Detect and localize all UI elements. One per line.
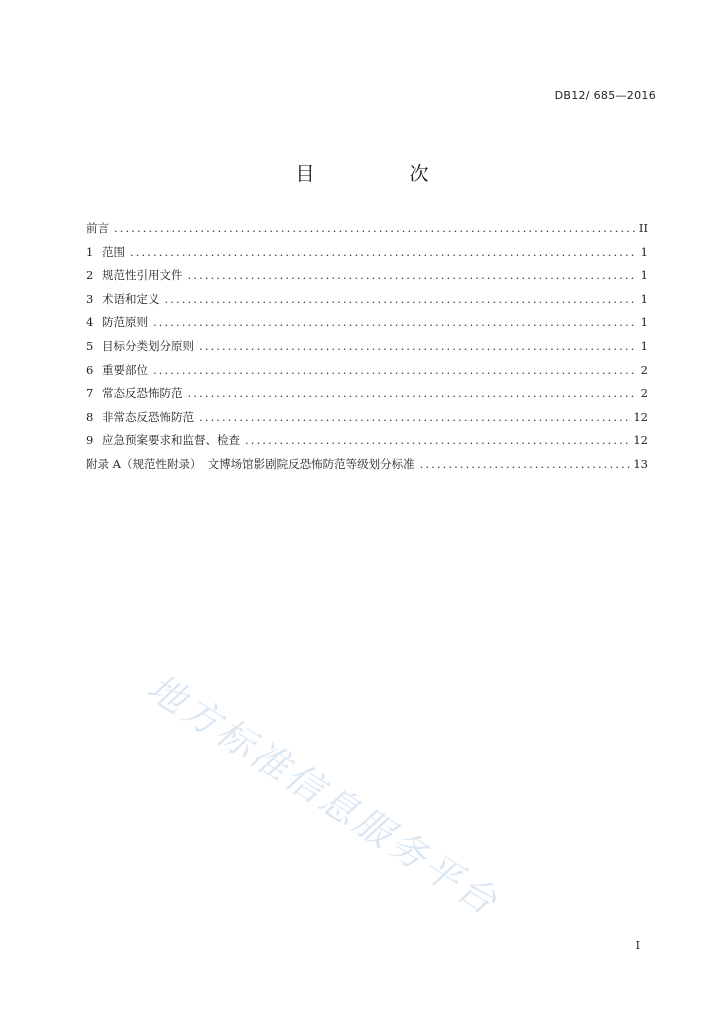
toc-dot-leader xyxy=(199,406,630,430)
toc-entry-label: 防范原则 xyxy=(102,315,148,330)
toc-entry-5[interactable] xyxy=(86,335,648,359)
toc-entry-label: 常态反恐怖防范 xyxy=(102,386,183,401)
toc-entry-label: 术语和定义 xyxy=(102,291,160,306)
toc-entry-page: 12 xyxy=(633,433,648,448)
toc-entry-3[interactable] xyxy=(86,288,648,312)
toc-entry-label: 目标分类划分原则 xyxy=(102,338,194,353)
toc-dot-leader xyxy=(245,429,630,453)
toc-entry-number: 4 xyxy=(86,315,94,330)
toc-entry-page: 1 xyxy=(640,244,648,259)
toc-entry-2[interactable] xyxy=(86,264,648,288)
toc-dot-leader xyxy=(188,264,636,288)
toc-entry-label: 规范性引用文件 xyxy=(102,268,183,283)
toc-entry-number: 1 xyxy=(86,244,94,259)
toc-entry-number: 7 xyxy=(86,386,94,401)
toc-entry-page: 12 xyxy=(633,409,648,424)
toc-entry-page: 1 xyxy=(640,268,648,283)
toc-entry-page: 1 xyxy=(640,338,648,353)
toc-entry-page: 1 xyxy=(640,291,648,306)
toc-annex-title: 文博场馆影剧院反恐怖防范等级划分标准 xyxy=(207,456,415,471)
toc-entry-6[interactable] xyxy=(86,359,648,383)
toc-entry-number: 8 xyxy=(86,409,94,424)
toc-dot-leader xyxy=(130,241,635,265)
toc-annex-label: 附录 A（规范性附录） xyxy=(86,456,202,471)
toc-entry-7[interactable] xyxy=(86,382,648,406)
document-code: DB12/ 685—2016 xyxy=(554,89,656,102)
toc-dot-leader xyxy=(420,453,631,477)
toc-entry-number: 2 xyxy=(86,268,94,283)
toc-dot-leader xyxy=(165,288,636,312)
toc-entry-number: 3 xyxy=(86,291,94,306)
toc-dot-leader xyxy=(188,382,636,406)
toc-entry-page: 2 xyxy=(640,386,648,401)
toc-entry-label: 非常态反恐怖防范 xyxy=(102,409,194,424)
watermark-text: 地方标准信息服务平台 xyxy=(139,665,507,925)
toc-dot-leader xyxy=(199,335,635,359)
toc-dot-leader xyxy=(153,311,635,335)
toc-dot-leader xyxy=(153,359,635,383)
toc-entry-label: 前言 xyxy=(86,221,109,235)
toc-entry-label: 重要部位 xyxy=(102,362,148,377)
toc-entry-number: 5 xyxy=(86,338,94,353)
toc-entry-8[interactable] xyxy=(86,406,648,430)
toc-entry-9[interactable] xyxy=(86,429,648,453)
toc-entry-foreword[interactable] xyxy=(86,217,648,241)
toc-entry-label: 应急预案要求和监督、检查 xyxy=(102,433,240,448)
toc-entry-annex-a[interactable] xyxy=(86,453,648,477)
toc-entry-4[interactable] xyxy=(86,311,648,335)
toc-entry-number: 6 xyxy=(86,362,94,377)
table-of-contents xyxy=(86,217,648,477)
toc-dot-leader xyxy=(114,217,635,241)
page-title: 目 次 xyxy=(295,163,467,185)
toc-entry-label: 范围 xyxy=(102,244,125,259)
toc-entry-page: II xyxy=(638,221,648,235)
toc-entry-page: 2 xyxy=(640,362,648,377)
toc-entry-page: 1 xyxy=(640,315,648,330)
page-number: I xyxy=(635,939,640,952)
toc-entry-number: 9 xyxy=(86,433,94,448)
toc-entry-page: 13 xyxy=(633,456,648,471)
toc-entry-1[interactable] xyxy=(86,241,648,265)
